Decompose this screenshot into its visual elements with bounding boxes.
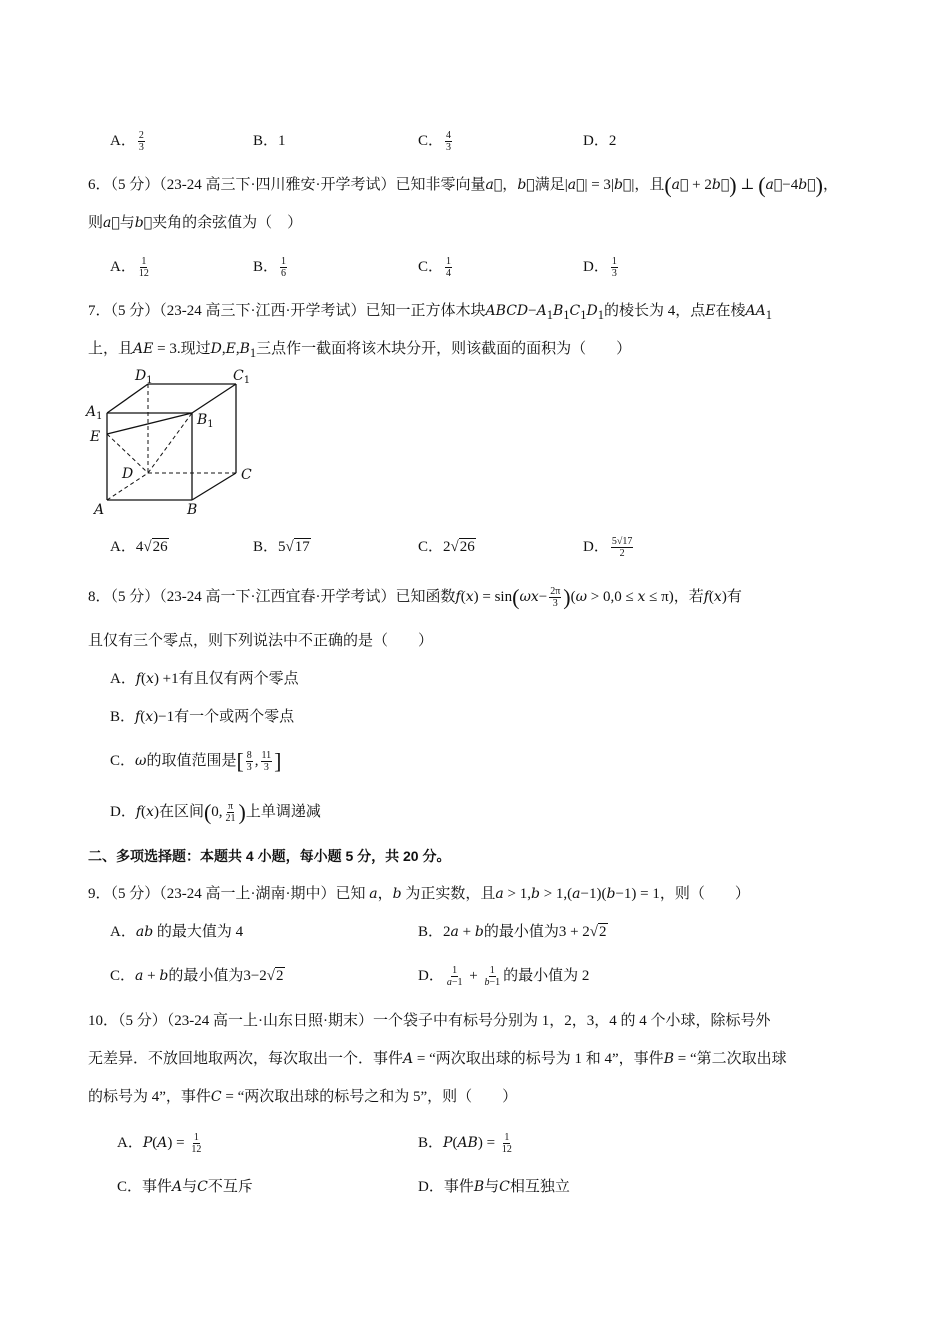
q8-stem-line1: 8．（5 分）（23-24 高一下·江西宜春·开学考试）已知函数f(x) = sin(ωx− $\frac{2\pi}{3}$ )(ω > 0,0 ≤ x ≤ π)，若f(x)有 bbox=[88, 584, 742, 610]
q6-option-d: D． $\frac{1}{3}$ bbox=[583, 256, 617, 280]
section-heading: 二、多项选择题：本题共 4 小题，每小题 5 分，共 20 分。 bbox=[88, 848, 451, 864]
q5-option-d: D．2 bbox=[583, 133, 617, 149]
fraction: $\frac{5√17}{2}$ bbox=[611, 536, 633, 560]
label-e: E bbox=[90, 429, 101, 445]
q5-option-b: B．1 bbox=[253, 133, 286, 149]
hidden-edges bbox=[107, 384, 236, 500]
q8-option-a: A．f(x) +1有且仅有两个零点 bbox=[110, 671, 299, 687]
label-c1: $C_1$ bbox=[233, 368, 251, 386]
q9-option-a: A．ab 的最大值为 4 bbox=[110, 924, 244, 940]
fraction: $\frac{2}{3}$ bbox=[138, 130, 144, 154]
edge-a1d1 bbox=[107, 384, 148, 413]
q10-stem-line3: 的标号为 4”，事件C = “两次取出球的标号之和为 5”，则（ ） bbox=[88, 1089, 518, 1105]
q10-option-d: D．事件B与C相互独立 bbox=[418, 1179, 570, 1195]
q10-stem-line1: 10．（5 分）（23-24 高一上·山东日照·期末）一个袋子中有标号分别为 1，2，3，4 的 4 个小球，除标号外 bbox=[88, 1013, 771, 1029]
cube-edges bbox=[107, 384, 236, 500]
fraction: $\frac{4}{3}$ bbox=[446, 130, 452, 154]
label-a1: $A_1$ bbox=[86, 404, 103, 422]
edge-bc bbox=[192, 473, 236, 500]
q6-option-c: C． $\frac{1}{4}$ bbox=[418, 256, 452, 280]
label-d: D bbox=[122, 466, 134, 482]
q9-stem: 9．（5 分）（23-24 高一上·湖南·期中）已知 a，b 为正实数，且a > 1,b > 1,(a−1)(b−1) = 1，则（ ） bbox=[88, 886, 750, 902]
q7-option-d: D． $\frac{5√17}{2}$ bbox=[583, 536, 633, 560]
q9-option-c: C．a + b的最小值为3−2√2 bbox=[110, 968, 284, 984]
q5-option-a: A． $\frac{2}{3}$ bbox=[110, 130, 144, 154]
q8-option-d: D．f(x)在区间(0, $\frac{\pi}{21}$ )上单调递减 bbox=[110, 799, 321, 825]
cube-figure bbox=[80, 364, 270, 524]
q8-stem-line2: 且仅有三个零点，则下列说法中不正确的是（ ） bbox=[88, 633, 434, 649]
fraction: $\frac{1}{12}$ bbox=[138, 256, 149, 280]
fraction: $\frac{1}{6}$ bbox=[281, 256, 287, 280]
label-b: B bbox=[187, 502, 198, 518]
q6-option-b: B． $\frac{1}{6}$ bbox=[253, 256, 287, 280]
q7-option-c: C．2√26 bbox=[418, 539, 475, 555]
label-c: C bbox=[241, 467, 252, 483]
q10-option-c: C．事件A与C不互斥 bbox=[117, 1179, 253, 1195]
q10-stem-line2: 无差异．不放回地取两次，每次取出一个．事件A = “两次取出球的标号为 1 和 4”，事件B = “第二次取出球 bbox=[88, 1051, 787, 1067]
fraction: $\frac{1}{4}$ bbox=[446, 256, 452, 280]
q9-option-d: D． $\frac{1}{a-1}$ + $\frac{1}{b-1}$ 的最小值为 2 bbox=[418, 965, 590, 989]
label-b1: $B_1$ bbox=[197, 412, 214, 430]
label-a: A bbox=[94, 502, 105, 518]
label-d1: $D_1$ bbox=[135, 368, 153, 386]
q6-stem-line2: 则a⃗与b⃗夹角的余弦值为（ ） bbox=[88, 215, 303, 231]
fraction: $\frac{1}{3}$ bbox=[611, 256, 617, 280]
q5-option-c: C． $\frac{4}{3}$ bbox=[418, 130, 452, 154]
q6-option-a: A． $\frac{1}{12}$ bbox=[110, 256, 149, 280]
q7-stem-line1: 7．（5 分）（23-24 高三下·江西·开学考试）已知一正方体木块$ABCD-A_1B_1C_1D_1$的棱长为 4，点E在棱$AA_1$ bbox=[88, 303, 772, 322]
q9-option-b: B．2a + b的最小值为3 + 2√2 bbox=[418, 924, 607, 940]
q7-option-a: A．4√26 bbox=[110, 539, 168, 555]
q10-option-b: B．P(AB) = $\frac{1}{12}$ bbox=[418, 1132, 512, 1156]
edge-b1c1 bbox=[192, 384, 236, 413]
q8-option-c: C．ω的取值范围是[ $\frac{8}{3}$ , $\frac{11}{3}$ ] bbox=[110, 748, 282, 774]
q6-stem-line1: 6．（5 分）（23-24 高三下·四川雅安·开学考试）已知非零向量a⃗，b⃗满足|a⃗| = 3|b⃗|，且(a⃗ + 2b⃗) ⊥ (a⃗−4b⃗)， bbox=[88, 172, 838, 198]
q7-option-b: B．5√17 bbox=[253, 539, 310, 555]
q8-option-b: B．f(x)−1有一个或两个零点 bbox=[110, 709, 295, 725]
q7-stem-line2: 上，且AE = 3.现过$D,E,B_1$三点作一截面将该木块分开，则该截面的面积为（ ） bbox=[88, 341, 632, 360]
q10-option-a: A．P(A) = $\frac{1}{12}$ bbox=[117, 1132, 202, 1156]
